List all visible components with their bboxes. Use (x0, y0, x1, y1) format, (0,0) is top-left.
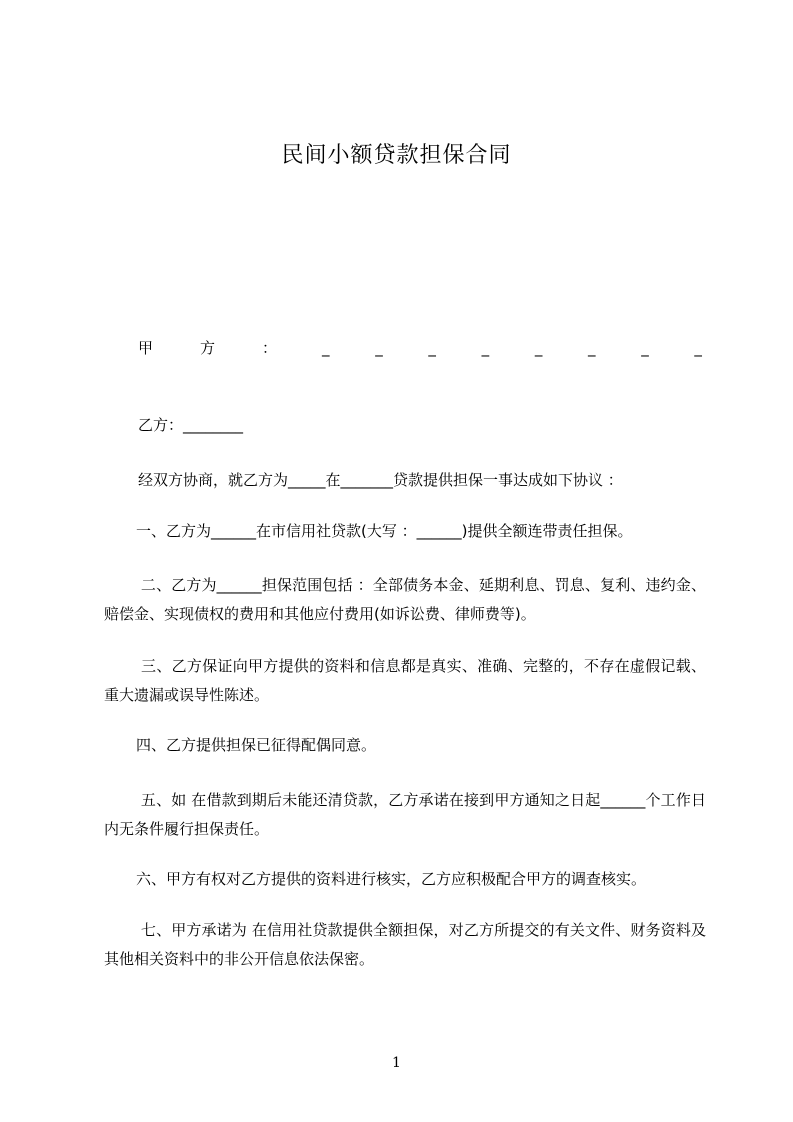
blank-underscore: _ (534, 339, 543, 357)
clause-1: 一、乙方为______在市信用社贷款(大写 ：______)提供全额连带责任担保。 (136, 522, 633, 540)
document-title: 民间小额贷款担保合同 (281, 143, 512, 168)
clause-6: 六、甲方有权对乙方提供的资料进行核实，乙方应积极配合甲方的调查核实。 (136, 870, 647, 888)
party-a-line (138, 336, 702, 360)
party-a-label-char1: 甲 (138, 339, 154, 357)
intro-paragraph: 经双方协商，就乙方为_____在_______贷款提供担保一事达成如下协议 ： (138, 471, 623, 489)
party-a-label-char2: 方 (200, 339, 216, 357)
clause-2: 二、乙方为______担保范围包括 ：全部债务本金、延期利息、罚息、复利、违约金、赔偿金、实现债权的费用和其他应付费用(如诉讼费、律师费等)。 (104, 576, 706, 623)
blank-underscore: _ (588, 339, 596, 357)
blank-underscore: _ (428, 339, 436, 357)
blank-underscore: _ (481, 339, 490, 357)
blank-underscore: _ (322, 339, 330, 357)
party-a-colon: ： (262, 339, 278, 357)
party-b-line: 乙方：________ (138, 416, 244, 434)
clause-7: 七、甲方承诺为 在信用社贷款提供全额担保，对乙方所提交的有关文件、财务资料及其他相关资料中的非公开信息依法保密。 (104, 921, 706, 968)
clause-4: 四、乙方提供担保已征得配偶同意。 (136, 736, 377, 754)
blank-underscore: _ (375, 339, 383, 357)
blank-underscore: _ (641, 339, 649, 357)
clause-5: 五、如 在借款到期后未能还清贷款，乙方承诺在接到甲方通知之日起______个工作日内无条件履行担保责任。 (104, 791, 706, 838)
clause-3: 三、乙方保证向甲方提供的资料和信息都是真实、准确、完整的，不存在虚假记载、重大遗漏或误导性陈述。 (104, 657, 706, 704)
party-a-blank-field (322, 336, 702, 360)
blank-underscore: _ (694, 339, 702, 357)
page-number: 1 (392, 1055, 401, 1071)
